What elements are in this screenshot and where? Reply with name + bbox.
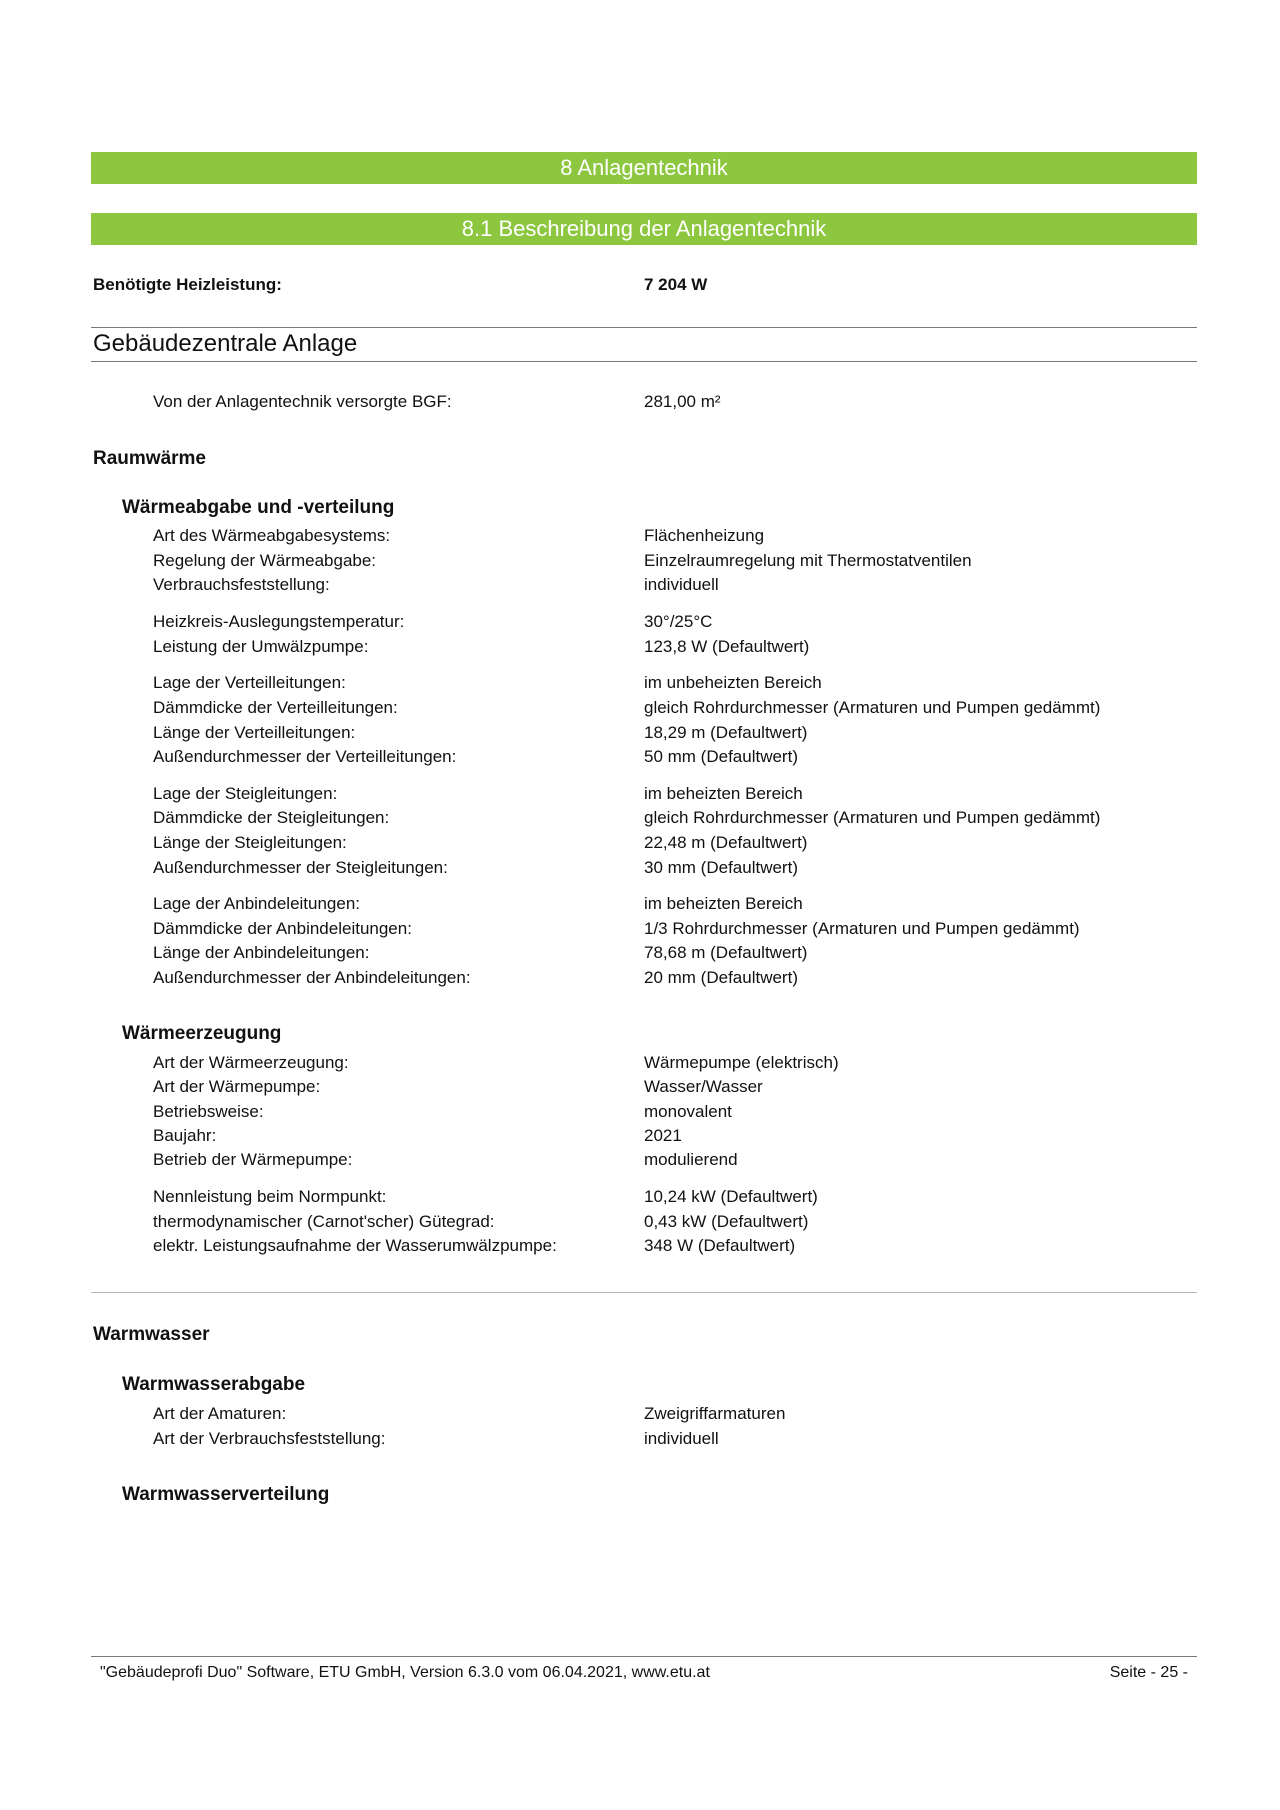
row-label: Art der Wärmepumpe: [153,1077,321,1096]
row-label: Verbrauchsfeststellung: [153,575,330,594]
row-value: gleich Rohrdurchmesser (Armaturen und Pumpen gedämmt) [644,698,1101,717]
row-value: 0,43 kW (Defaultwert) [644,1212,809,1231]
row-label: Dämmdicke der Anbindeleitungen: [153,919,412,938]
row-value: gleich Rohrdurchmesser (Armaturen und Pumpen gedämmt) [644,808,1101,827]
row-label: Art der Amaturen: [153,1404,287,1423]
row-label: Betrieb der Wärmepumpe: [153,1150,353,1169]
row-value: im beheizten Bereich [644,894,803,913]
row-value: monovalent [644,1102,732,1121]
row-value: 50 mm (Defaultwert) [644,747,798,766]
raumwaerme-title: Raumwärme [93,448,206,469]
footer-page-number: Seite - 25 - [1109,1664,1188,1681]
section-heading: 8.1 Beschreibung der Anlagentechnik [91,213,1197,245]
row-label: Dämmdicke der Verteilleitungen: [153,698,398,717]
row-label: Dämmdicke der Steigleitungen: [153,808,390,827]
row-label: Lage der Anbindeleitungen: [153,894,361,913]
row-value: 78,68 m (Defaultwert) [644,943,808,962]
row-value: 348 W (Defaultwert) [644,1236,796,1255]
row-value: im beheizten Bereich [644,784,803,803]
row-value: Wasser/Wasser [644,1077,763,1096]
row-label: Außendurchmesser der Steigleitungen: [153,858,448,877]
row-value: Wärmepumpe (elektrisch) [644,1053,839,1072]
section-divider [91,1292,1197,1293]
row-label: Länge der Steigleitungen: [153,833,347,852]
row-label: Länge der Verteilleitungen: [153,723,356,742]
row-value: 2021 [644,1126,682,1145]
footer-software: "Gebäudeprofi Duo" Software, ETU GmbH, Version 6.3.0 vom 06.04.2021, www.etu.at [100,1664,710,1681]
row-label: Heizkreis-Auslegungstemperatur: [153,612,405,631]
waermeabgabe-title: Wärmeabgabe und -verteilung [122,497,395,518]
row-value: 10,24 kW (Defaultwert) [644,1187,818,1206]
row-label: Nennleistung beim Normpunkt: [153,1187,387,1206]
bgf-label: Von der Anlagentechnik versorgte BGF: [153,392,452,411]
row-label: Leistung der Umwälzpumpe: [153,637,369,656]
row-value: individuell [644,575,719,594]
row-value: Einzelraumregelung mit Thermostatventilen [644,551,972,570]
row-value: 1/3 Rohrdurchmesser (Armaturen und Pumpen gedämmt) [644,919,1080,938]
row-label: Art der Verbrauchsfeststellung: [153,1429,386,1448]
heizleistung-label: Benötigte Heizleistung: [93,275,282,294]
row-value: modulierend [644,1150,738,1169]
row-label: Lage der Steigleitungen: [153,784,338,803]
row-label: elektr. Leistungsaufnahme der Wasserumwälzpumpe: [153,1236,557,1255]
row-value: 30 mm (Defaultwert) [644,858,798,877]
row-value: im unbeheizten Bereich [644,673,822,692]
row-label: Art des Wärmeabgabesystems: [153,526,391,545]
central-title: Gebäudezentrale Anlage [93,330,358,357]
row-value: individuell [644,1429,719,1448]
row-label: Länge der Anbindeleitungen: [153,943,370,962]
heizleistung-value: 7 204 W [644,275,708,294]
row-label: Baujahr: [153,1126,217,1145]
row-value: 20 mm (Defaultwert) [644,968,798,987]
row-value: 18,29 m (Defaultwert) [644,723,808,742]
bgf-value: 281,00 m² [644,392,721,411]
waermeerzeugung-title: Wärmeerzeugung [122,1023,282,1044]
row-label: thermodynamischer (Carnot'scher) Gütegrad: [153,1212,495,1231]
row-label: Außendurchmesser der Anbindeleitungen: [153,968,471,987]
row-label: Regelung der Wärmeabgabe: [153,551,377,570]
warmwasserabgabe-title: Warmwasserabgabe [122,1374,306,1395]
warmwasser-title: Warmwasser [93,1324,210,1345]
row-label: Lage der Verteilleitungen: [153,673,346,692]
row-label: Art der Wärmeerzeugung: [153,1053,349,1072]
row-value: 22,48 m (Defaultwert) [644,833,808,852]
row-value: 123,8 W (Defaultwert) [644,637,810,656]
row-label: Betriebsweise: [153,1102,264,1121]
row-value: Zweigriffarmaturen [644,1404,786,1423]
chapter-heading: 8 Anlagentechnik [91,152,1197,184]
warmwasserverteilung-title: Warmwasserverteilung [122,1484,330,1505]
footer-divider [91,1656,1197,1657]
row-value: Flächenheizung [644,526,765,545]
row-value: 30°/25°C [644,612,713,631]
row-label: Außendurchmesser der Verteilleitungen: [153,747,457,766]
divider-bottom [91,361,1197,362]
divider-top [91,327,1197,328]
